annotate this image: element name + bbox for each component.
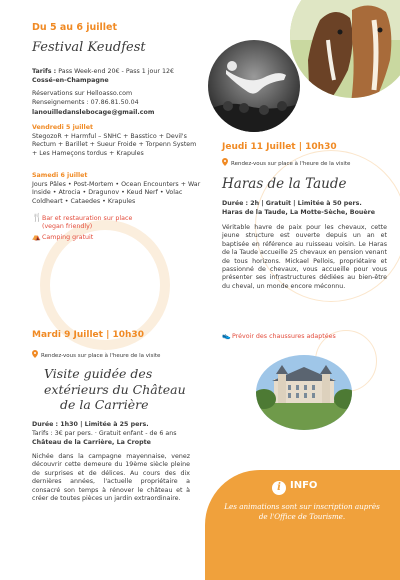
info-icon: i — [272, 481, 286, 495]
map-pin-icon — [222, 158, 228, 166]
map-pin-icon — [32, 350, 38, 358]
festival-reservation: Réservations sur Helloasso.com — [32, 90, 133, 97]
chateau-rdv — [32, 350, 160, 359]
haras-shoes-text: Prévoir des chaussures adaptées — [232, 333, 336, 340]
chateau-description: Nichée dans la campagne mayennaise, venez découvrir cette demeure du 19ème siècle pleine de surprises et de délices. Au cours des dix dernières années, l'actuelle propriétaire a consacré son temps à rénover le château et à créer de toutes pièces un jardin extraordinaire. — [32, 453, 190, 503]
festival-place: Cossé-en-Champagne — [32, 77, 109, 84]
chateau-date: Mardi 9 Juillet | 10h30 — [32, 330, 144, 340]
shoe-icon: 👟 — [222, 332, 231, 340]
chateau-title-line1: Visite guidée des — [44, 366, 153, 381]
chateau-title-line3: de la Carrière — [60, 397, 149, 412]
samedi-lineup: Jours Pâles • Post-Mortem • Ocean Encounters + War Inside • Atrocia • Dragunov • Keud Nerf • Volac Coldheart • Cataedes • Krapules — [32, 181, 201, 205]
vendredi-lineup: StegozoR + Harmful – SNHC + Basstico + Devil's Rectum + Barillet + Sueur Froide + Torpenn System + Les Hameçons tordus + Krapules — [32, 133, 197, 157]
fork-knife-icon: 🍴 — [32, 213, 42, 222]
haras-rdv-text: Rendez-vous sur place à l'heure de la visite — [231, 161, 351, 167]
dancer-photo — [208, 40, 300, 132]
haras-duree: Durée : 2h | Gratuit | Limitée à 50 pers. — [222, 200, 362, 207]
samedi-label: Samedi 6 juillet — [32, 172, 88, 179]
haras-description: Véritable havre de paix pour les chevaux, cette jeune structure est ouverte depuis un an et baptisée en référence au ruisseau voisin. Le Haras de la Taude accueille 25 chevaux en pension venant de tous horizons. Mickael Pellois, propriétaire et passionné de chevaux, vous accueille pour vous présenter ses infrastructures dédiées au bien-être du cheval, un monde encore méconnu. — [222, 224, 387, 290]
info-header — [272, 480, 317, 495]
vendredi-label: Vendredi 5 juillet — [32, 124, 93, 131]
chateau-photo — [256, 355, 352, 430]
tent-icon: ⛺ — [32, 233, 41, 241]
bar-row — [32, 214, 192, 232]
camping-row — [32, 233, 93, 242]
festival-email[interactable]: lanouilledanslebocage@gmail.com — [32, 109, 155, 116]
chateau-rdv-text: Rendez-vous sur place à l'heure de la visite — [41, 353, 161, 359]
bar-text: Bar et restauration sur place — [42, 215, 133, 222]
horses-photo — [290, 0, 400, 110]
chateau-lieu: Château de la Carrière, La Cropte — [32, 439, 151, 446]
tarifs-label: Tarifs : — [32, 68, 57, 75]
chateau-title — [44, 366, 186, 413]
haras-lieu: Haras de la Taude, La Motte-Sèche, Bouère — [222, 209, 376, 216]
festival-tarifs — [32, 68, 202, 76]
festival-phone: Renseignements : 07.86.81.50.04 — [32, 99, 139, 106]
chateau-tarifs: Tarifs : 3€ par pers. · Gratuit enfant - de 6 ans — [32, 430, 177, 437]
haras-shoes — [222, 332, 336, 341]
vegan-text: (vegan friendly) — [42, 223, 93, 231]
haras-rdv — [222, 158, 350, 167]
chateau-title-line2: extérieurs du Château — [44, 381, 186, 397]
haras-title: Haras de la Taude — [222, 176, 347, 192]
haras-date: Jeudi 11 Juillet | 10h30 — [222, 142, 337, 152]
info-text: Les animations sont sur inscription auprès de l'Office de Tourisme. — [224, 502, 380, 521]
tarifs-text: Pass Week-end 20€ - Pass 1 jour 12€ — [58, 68, 174, 75]
festival-title: Festival Keudfest — [32, 40, 146, 55]
camping-text: Camping gratuit — [42, 234, 94, 241]
info-title: INFO — [290, 480, 318, 491]
festival-date: Du 5 au 6 juillet — [32, 22, 118, 33]
chateau-duree: Durée : 1h30 | Limitée à 25 pers. — [32, 421, 149, 428]
